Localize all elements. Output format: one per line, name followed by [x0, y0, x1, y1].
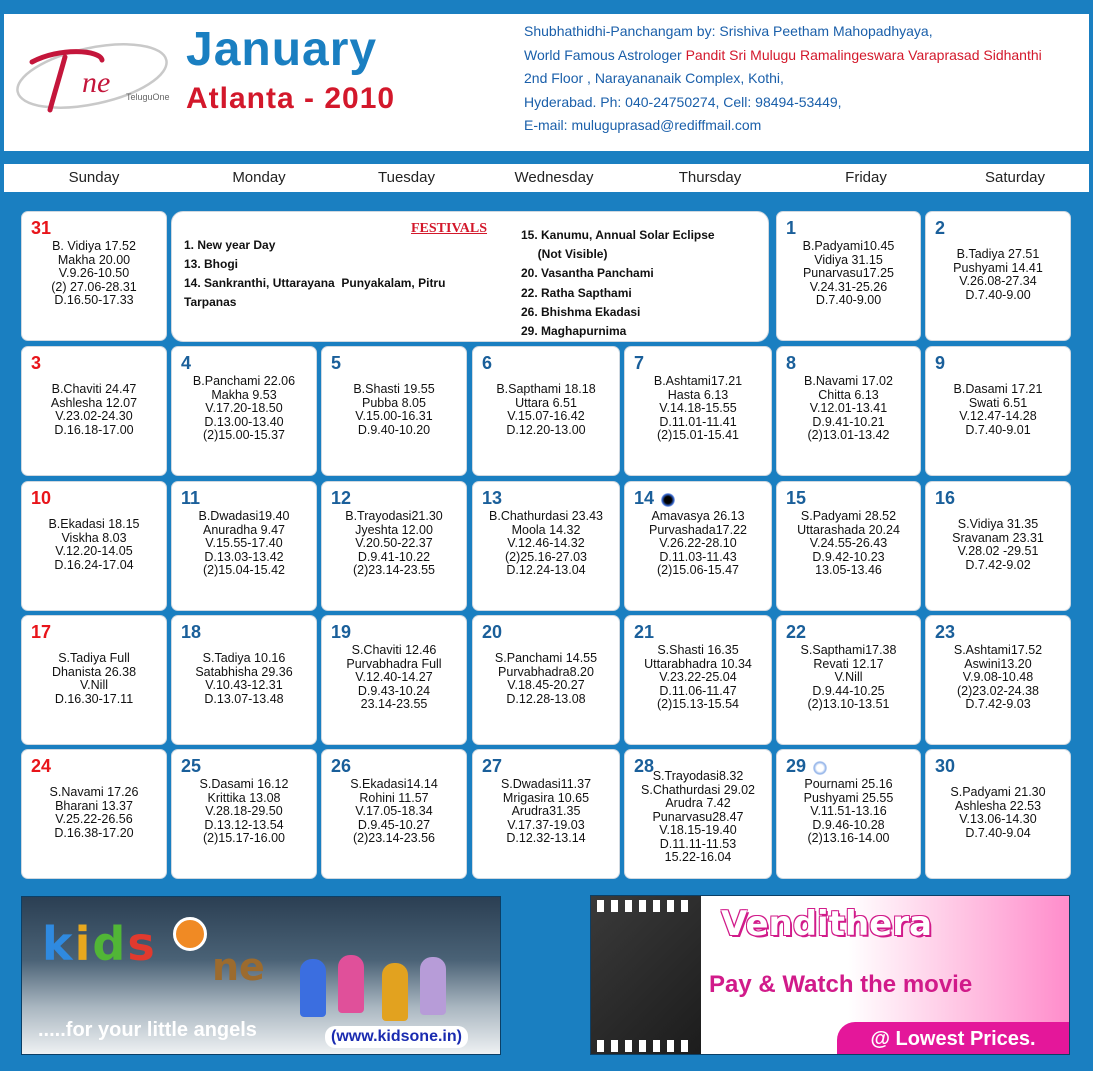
day-number: 22: [786, 622, 807, 642]
panchangam-details: Pournami 25.16 Pushyami 25.55 V.11.51-13.16 D.9.46-10.28 (2)13.16-14.00: [803, 777, 894, 845]
day-number: 14: [634, 488, 655, 508]
child-figure-icon: [382, 963, 408, 1021]
day-number: 17: [31, 622, 52, 642]
panchangam-details: Amavasya 26.13 Purvashada17.22 V.26.22-28.10 D.11.03-11.43 (2)15.06-15.47: [649, 509, 747, 577]
kids-logo-text: [42, 917, 157, 971]
panchangam-details: B.Ekadasi 18.15 Viskha 8.03 V.12.20-14.05 D.16.24-17.04: [48, 517, 140, 572]
kids-tagline: .....for your little angels: [38, 1019, 257, 1041]
kids-letter: i: [74, 917, 93, 971]
panchangam-details: B.Dasami 17.21 Swati 6.51 V.12.47-14.28 D.7.40-9.01: [953, 382, 1043, 437]
day-number: 30: [935, 756, 956, 776]
day-number: 24: [31, 756, 52, 776]
credit-text: 2nd Floor , Narayananaik Complex, Kothi,: [524, 70, 784, 86]
credit-line: [524, 91, 1042, 115]
panchangam-details: S.Padyami 21.30 Ashlesha 22.53 V.13.06-14.30 D.7.40-9.04: [950, 785, 1046, 840]
astrologer-name: Pandit Sri Mulugu Ramalingeswara Varaprasad Sidhanthi: [685, 46, 1042, 63]
kids-letter: d: [92, 917, 128, 971]
film-strip-icon: [591, 896, 701, 1055]
day-cell-23: [925, 615, 1071, 745]
day-cell-11: [171, 481, 317, 611]
day-cell-10: [21, 481, 167, 611]
kids-url-link[interactable]: (www.kidsone.in): [325, 1026, 468, 1048]
day-number: 25: [181, 756, 202, 776]
day-number: 26: [331, 756, 352, 776]
credit-line: [524, 20, 1042, 44]
panchangam-details: S.Tadiya Full Dhanista 26.38 V.Nill D.16.30-17.11: [51, 651, 137, 706]
panchangam-details: B.Shasti 19.55 Pubba 8.05 V.15.00-16.31 D.9.40-10.20: [353, 382, 435, 437]
credit-text: Hyderabad. Ph: 040-24750274, Cell: 98494-53449,: [524, 93, 842, 110]
day-cell-25: [171, 749, 317, 879]
vendithera-banner-ad[interactable]: [590, 895, 1070, 1055]
child-figure-icon: [420, 957, 446, 1015]
panchangam-details: B.Trayodasi21.30 Jyeshta 12.00 V.20.50-22.37 D.9.41-10.22 (2)23.14-23.55: [345, 509, 443, 577]
day-number: 20: [482, 622, 503, 642]
day-cell-5: [321, 346, 467, 476]
panchangam-details: B.Chathurdasi 23.43 Moola 14.32 V.12.46-14.32 (2)25.16-27.03 D.12.24-13.04: [489, 509, 603, 577]
month-title: January: [186, 23, 378, 76]
panchangam-details: B.Tadiya 27.51 Pushyami 14.41 V.26.08-27.34 D.7.40-9.00: [953, 247, 1043, 302]
panchangam-details: S.Shasti 16.35 Uttarabhadra 10.34 V.23.22-25.04 D.11.06-11.47 (2)15.13-15.54: [644, 643, 752, 711]
day-number: 21: [634, 622, 655, 642]
day-number: 10: [31, 488, 52, 508]
day-cell-6: [472, 346, 620, 476]
day-number: 18: [181, 622, 202, 642]
day-cell-31: [21, 211, 167, 341]
weekday-monday: Monday: [232, 169, 286, 186]
kidsone-banner-ad[interactable]: [21, 896, 501, 1055]
day-number: 29: [786, 756, 807, 776]
panchangam-details: S.Tadiya 10.16 Satabhisha 29.36 V.10.43-12.31 D.13.07-13.48: [195, 651, 293, 706]
day-cell-8: [776, 346, 921, 476]
panchangam-details: B.Ashtami17.21 Hasta 6.13 V.14.18-15.55 D.11.01-11.41 (2)15.01-15.41: [653, 374, 743, 442]
festival-item: 22. Ratha Sapthami: [521, 285, 632, 300]
day-number: 3: [31, 353, 42, 373]
panchangam-details: S.Vidiya 31.35 Sravanam 23.31 V.28.02 -29.51 D.7.42-9.02: [952, 517, 1044, 572]
weekday-thursday: Thursday: [678, 169, 742, 186]
day-number: 4: [181, 353, 192, 373]
day-number: 2: [935, 218, 946, 238]
weekday-header-row: [4, 164, 1089, 192]
new-moon-icon: [661, 493, 675, 507]
day-cell-4: [171, 346, 317, 476]
panchangam-details: S.Dasami 16.12 Krittika 13.08 V.28.18-29.50 D.13.12-13.54 (2)15.17-16.00: [199, 777, 289, 845]
day-number: 15: [786, 488, 807, 508]
day-cell-28: [624, 749, 772, 879]
day-number: 27: [482, 756, 503, 776]
festival-item: Tarpanas: [184, 295, 237, 309]
festival-item: 15. Kanumu, Annual Solar Eclipse: [521, 228, 715, 242]
panchangam-details: S.Ekadasi14.14 Rohini 11.57 V.17.05-18.34 D.9.45-10.27 (2)23.14-23.56: [350, 777, 438, 845]
panchangam-details: B.Navami 17.02 Chitta 6.13 V.12.01-13.41 D.9.41-10.21 (2)13.01-13.42: [804, 374, 893, 442]
panchangam-details: S.Trayodasi8.32 S.Chathurdasi 29.02 Arudra 7.42 Punarvasu28.47 V.18.15-19.40 D.11.11-11.53 15.22-16.04: [641, 769, 755, 864]
day-number: 6: [482, 353, 493, 373]
svg-text:ne: ne: [82, 66, 111, 99]
festival-item: 26. Bhishma Ekadasi: [521, 304, 641, 319]
weekday-saturday: Saturday: [984, 169, 1046, 186]
panchangam-details: S.Dwadasi11.37 Mrigasira 10.65 Arudra31.35 V.17.37-19.03 D.12.32-13.14: [500, 777, 592, 845]
day-cell-19: [321, 615, 467, 745]
credit-line: [524, 67, 1042, 91]
day-cell-17: [21, 615, 167, 745]
kids-ne-text: ne: [212, 945, 265, 989]
day-cell-2: [925, 211, 1071, 341]
day-cell-16: [925, 481, 1071, 611]
day-cell-30: [925, 749, 1071, 879]
panchangam-details: B.Dwadasi19.40 Anuradha 9.47 V.15.55-17.40 D.13.03-13.42 (2)15.04-15.42: [198, 509, 290, 577]
panchangam-details: B. Vidiya 17.52 Makha 20.00 V.9.26-10.50 (2) 27.06-28.31 D.16.50-17.33: [51, 239, 137, 307]
panchangam-details: S.Ashtami17.52 Aswini13.20 V.9.08-10.48 (2)23.02-24.38 D.7.42-9.03: [953, 643, 1043, 711]
credit-line: [524, 44, 1042, 68]
child-figure-icon: [338, 955, 364, 1013]
day-cell-26: [321, 749, 467, 879]
festival-item: 13. Bhogi: [184, 257, 239, 271]
day-cell-7: [624, 346, 772, 476]
panchangam-details: B.Sapthami 18.18 Uttara 6.51 V.15.07-16.42 D.12.20-13.00: [496, 382, 596, 437]
panchangam-details: S.Navami 17.26 Bharani 13.37 V.25.22-26.56 D.16.38-17.20: [49, 785, 139, 840]
day-cell-1: [776, 211, 921, 341]
vendithera-title: Vendithera: [721, 904, 932, 944]
astrologer-credits: [524, 20, 1042, 138]
panchangam-details: B.Panchami 22.06 Makha 9.53 V.17.20-18.50 D.13.00-13.40 (2)15.00-15.37: [192, 374, 296, 442]
day-number: 11: [181, 488, 201, 508]
panchangam-details: S.Padyami 28.52 Uttarashada 20.24 V.24.55-26.43 D.9.42-10.23 13.05-13.46: [797, 509, 900, 577]
day-cell-15: [776, 481, 921, 611]
day-number: 5: [331, 353, 342, 373]
vendithera-subtitle: Pay & Watch the movie: [709, 971, 973, 998]
panchangam-details: B.Padyami10.45 Vidiya 31.15 Punarvasu17.25 V.24.31-25.26 D.7.40-9.00: [802, 239, 895, 307]
vendithera-price-badge: @ Lowest Prices.: [837, 1022, 1069, 1055]
day-cell-12: [321, 481, 467, 611]
credit-line: [524, 114, 1042, 138]
teluguone-logo-icon[interactable]: [10, 32, 175, 117]
festivals-list-right: [521, 226, 715, 341]
festivals-box: [171, 211, 769, 342]
day-cell-18: [171, 615, 317, 745]
day-number: 16: [935, 488, 956, 508]
panchangam-details: B.Chaviti 24.47 Ashlesha 12.07 V.23.02-24.30 D.16.18-17.00: [50, 382, 138, 437]
day-cell-29: [776, 749, 921, 879]
full-moon-icon: [813, 761, 827, 775]
day-cell-21: [624, 615, 772, 745]
day-cell-13: [472, 481, 620, 611]
weekday-friday: Friday: [845, 169, 887, 186]
kids-letter: s: [127, 917, 157, 971]
day-number: 8: [786, 353, 797, 373]
day-cell-9: [925, 346, 1071, 476]
day-number: 13: [482, 488, 503, 508]
kids-letter: k: [42, 917, 75, 971]
day-cell-3: [21, 346, 167, 476]
day-cell-14: [624, 481, 772, 611]
panchangam-details: S.Panchami 14.55 Purvabhadra8.20 V.18.45-20.27 D.12.28-13.08: [494, 651, 598, 706]
calendar-header: [4, 14, 1089, 151]
day-cell-27: [472, 749, 620, 879]
day-number: 19: [331, 622, 352, 642]
festivals-title: FESTIVALS: [411, 221, 488, 236]
day-number: 28: [634, 756, 655, 776]
day-cell-24: [21, 749, 167, 879]
festival-item: 29. Maghapurnima: [521, 324, 627, 339]
child-figure-icon: [300, 959, 326, 1017]
day-number: 12: [331, 488, 352, 508]
kids-o-icon: [173, 917, 207, 951]
festivals-list-left: [184, 236, 445, 312]
day-cell-22: [776, 615, 921, 745]
logo-subtitle: TeluguOne: [126, 92, 170, 102]
day-number: 7: [634, 353, 645, 373]
festival-item: 1. New year Day: [184, 238, 276, 252]
day-cell-20: [472, 615, 620, 745]
credit-text: E-mail: muluguprasad@rediffmail.com: [524, 117, 762, 133]
weekday-sunday: Sunday: [68, 169, 120, 186]
credit-text: World Famous Astrologer: [524, 46, 686, 63]
day-number: 23: [935, 622, 956, 642]
weekday-wednesday: Wednesday: [514, 169, 594, 186]
day-number: 9: [935, 353, 946, 373]
city-year-title: Atlanta - 2010: [186, 82, 396, 115]
panchangam-details: S.Chaviti 12.46 Purvabhadra Full V.12.40-14.27 D.9.43-10.24 23.14-23.55: [346, 643, 442, 711]
festival-item: (Not Visible): [521, 247, 608, 262]
festival-item: 14. Sankranthi, Uttarayana Punyakalam, Pitru: [184, 276, 446, 290]
panchangam-details: S.Sapthami17.38 Revati 12.17 V.Nill D.9.44-10.25 (2)13.10-13.51: [800, 643, 897, 711]
credit-text: Shubhathidhi-Panchangam by: Srishiva Peetham Mahopadhyaya,: [524, 23, 933, 39]
festival-item: 20. Vasantha Panchami: [521, 266, 654, 281]
day-number: 1: [786, 218, 797, 238]
day-number: 31: [31, 218, 52, 238]
weekday-tuesday: Tuesday: [378, 169, 435, 186]
